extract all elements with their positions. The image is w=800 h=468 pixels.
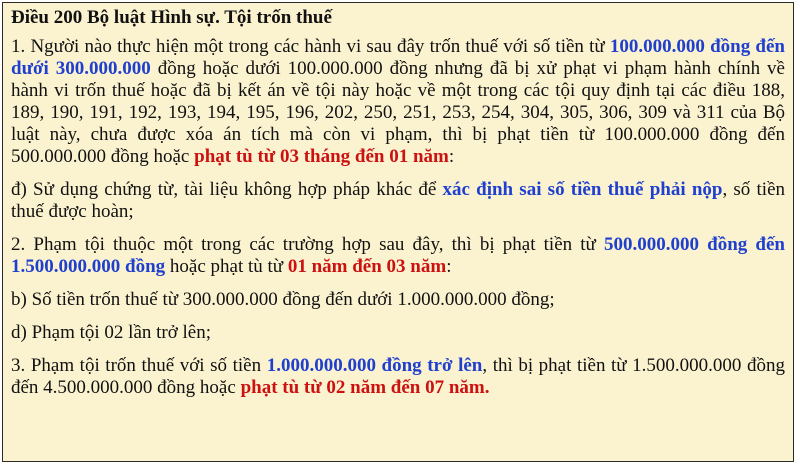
body-text: d) Phạm tội 02 lần trở lên; — [11, 322, 212, 343]
body-text: , thì bị phạt tiền từ 1.500.000.000 đồng đến 4.500.000.000 đồng hoặc — [11, 355, 785, 398]
highlight-amount: 500.000.000 đồng đến 1.500.000.000 đồng — [11, 234, 785, 277]
paragraph — [11, 36, 785, 168]
body-text: 2. Phạm tội thuộc một trong các trường hợp sau đây, thì bị phạt tiền từ — [11, 234, 604, 255]
body-text: : — [448, 146, 455, 167]
body-text: 3. Phạm tội trốn thuế với số tiền — [11, 355, 267, 376]
body-text: đ) Sử dụng chứng từ, tài liệu không hợp pháp khác để — [11, 179, 443, 200]
highlight-penalty: phạt tù từ 02 năm đến 07 năm. — [240, 377, 490, 398]
body-text: hoặc phạt tù từ — [165, 256, 288, 277]
highlight-amount: xác định sai số tiền thuế phải nộp — [442, 179, 723, 200]
highlight-amount: 1.000.000.000 đồng trở lên — [266, 355, 483, 376]
body-text: b) Số tiền trốn thuế từ 300.000.000 đồng đến dưới 1.000.000.000 đồng; — [11, 289, 555, 310]
body-text: 1. Người nào thực hiện một trong các hành vi sau đây trốn thuế với số tiền từ — [11, 36, 610, 57]
paragraph — [11, 355, 785, 399]
document-title: Điều 200 Bộ luật Hình sự. Tội trốn thuế — [11, 7, 332, 28]
body-text: , số tiền thuế được hoàn; — [11, 179, 785, 222]
paragraph — [11, 179, 785, 223]
paragraph — [11, 234, 785, 278]
paragraph — [11, 322, 785, 344]
paragraph — [11, 289, 785, 311]
body-text: : — [446, 256, 452, 277]
body-text: đồng hoặc dưới 100.000.000 đồng nhưng đã bị xử phạt vi phạm hành chính về hành vi trốn thuế hoặc đã bị kết án về tội này hoặc về một trong các tội quy định tại các điều 188, 189, 190, 191, 192, 193, 194, 195, 196, 202, 250, 251, 253, 254, 304, 305, 306, 309 và 311 của Bộ luật này, chưa được xóa án tích mà còn vi phạm, thì bị phạt tiền từ 100.000.000 đồng đến 500.000.000 đồng hoặc — [11, 58, 785, 167]
paragraph-list — [11, 36, 785, 399]
highlight-penalty: phạt tù từ 03 tháng đến 01 năm — [194, 146, 449, 167]
highlight-penalty: 01 năm đến 03 năm — [287, 256, 447, 277]
law-excerpt-box — [2, 2, 794, 462]
highlight-amount: 100.000.000 đồng đến dưới 300.000.000 — [11, 36, 785, 79]
